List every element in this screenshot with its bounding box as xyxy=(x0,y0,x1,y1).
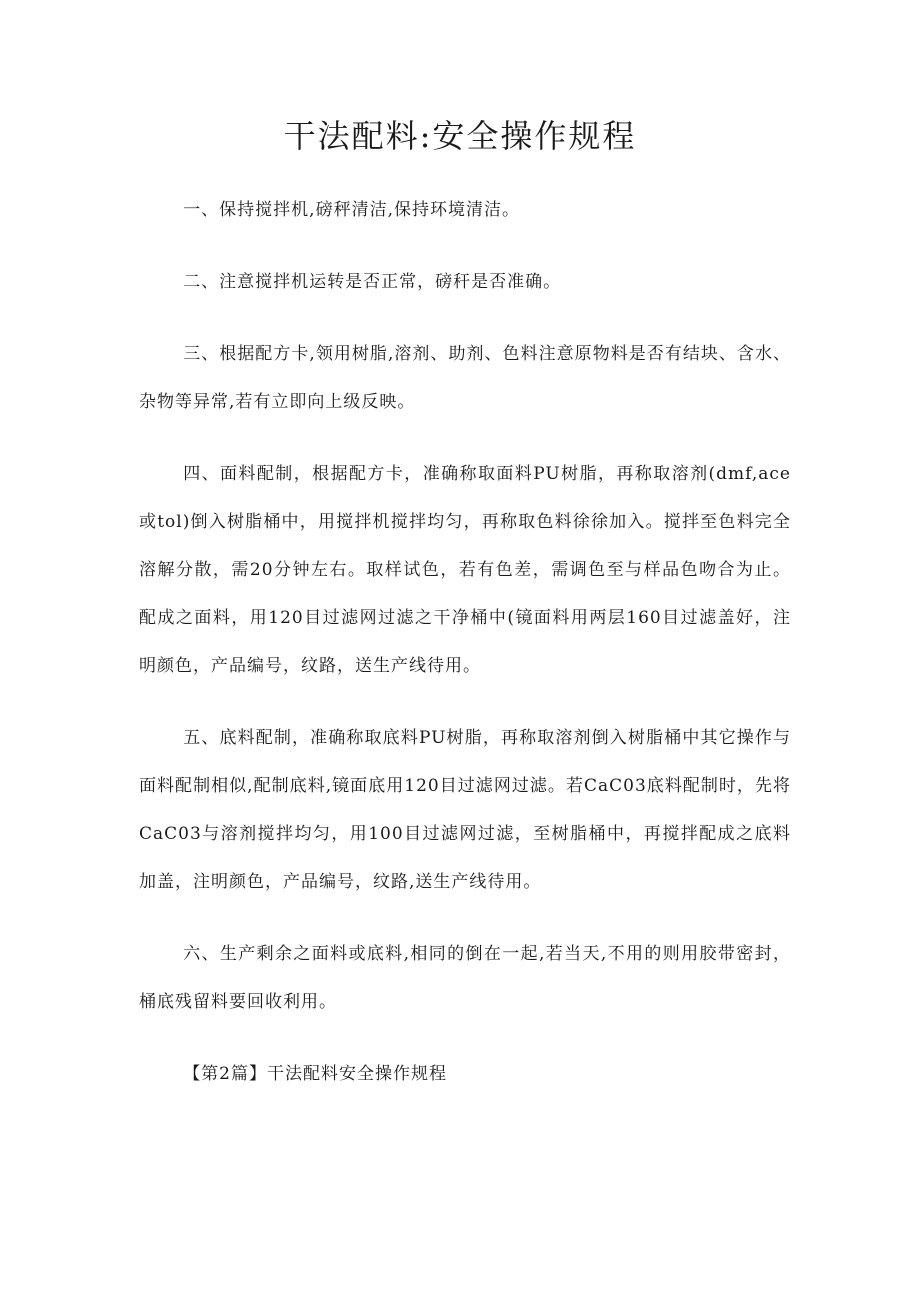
paragraph-3: 三、根据配方卡,领用树脂,溶剂、助剂、色料注意原物料是否有结块、含水、杂物等异常,若有立即向上级反映。 xyxy=(139,344,791,412)
section-heading-part-2: 【第2篇】干法配料安全操作规程 xyxy=(183,1064,448,1084)
paragraph-1: 一、保持搅拌机,磅秤清洁,保持环境清洁。 xyxy=(183,200,520,220)
paragraph-2: 二、注意搅拌机运转是否正常，磅秆是否准确。 xyxy=(183,272,562,292)
paragraph-4: 四、面料配制，根据配方卡，准确称取面料PU树脂，再称取溶剂(dmf,ace或tol)倒入树脂桶中，用搅拌机搅拌均匀，再称取色料徐徐加入。搅拌至色料完全溶解分散，需20分钟左右。取样试色，若有色差，需调色至与样品色吻合为止。配成之面料，用120目过滤网过滤之干净桶中(镜面料用两层160目过滤盖好，注明颜色，产品编号，纹路，送生产线待用。 xyxy=(139,464,791,676)
paragraph-6: 六、生产剩余之面料或底料,相同的倒在一起,若当天,不用的则用胶带密封，桶底残留料要回收利用。 xyxy=(139,944,791,1012)
document-title: 干法配料:安全操作规程 xyxy=(283,117,637,155)
paragraph-5: 五、底料配制，准确称取底料PU树脂，再称取溶剂倒入树脂桶中其它操作与面料配制相似,配制底料,镜面底用120目过滤网过滤。若CaC03底料配制时，先将CaC03与溶剂搅拌均匀，用100目过滤网过滤，至树脂桶中，再搅拌配成之底料加盖，注明颜色，产品编号，纹路,送生产线待用。 xyxy=(139,728,791,892)
document-body xyxy=(139,186,791,1122)
